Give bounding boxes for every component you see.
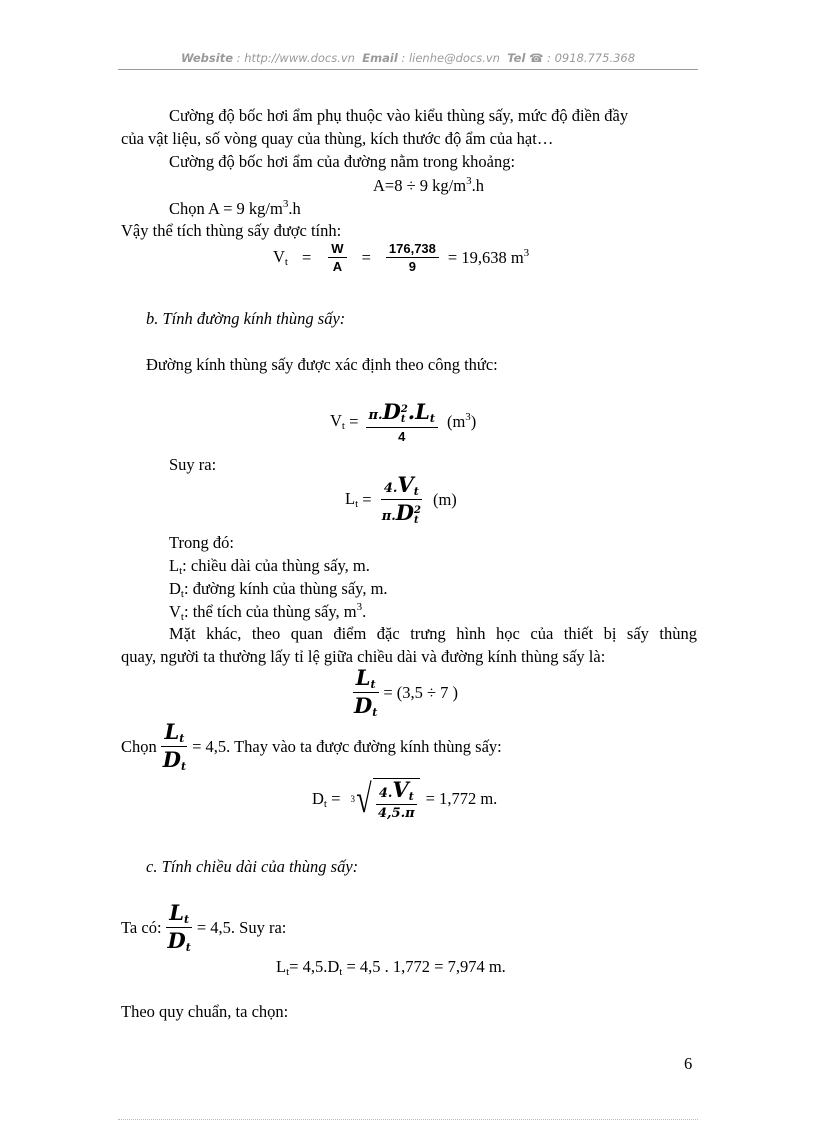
eq3-equals: = — [358, 489, 376, 509]
eq5-l: L — [276, 957, 287, 976]
eq3-lhs-sym: L — [345, 489, 356, 509]
eq2-equals: = — [344, 411, 363, 431]
where-d — [169, 579, 388, 600]
ratio-den-d: D — [354, 693, 373, 718]
eq2-d-sub: t — [400, 413, 406, 425]
cube-root-radicand — [373, 778, 420, 820]
eq4-equals: = — [326, 789, 345, 808]
eq4-v-sub: t — [408, 790, 414, 803]
eq3-d: D — [395, 500, 414, 525]
where-d-sym: D — [169, 579, 181, 598]
header-rule — [118, 69, 698, 70]
ta-co-fraction — [165, 902, 194, 953]
eq3-v: V — [397, 472, 414, 497]
choose-ratio-den — [160, 747, 189, 772]
p1-line2: của vật liệu, số vòng quay của thùng, kích thước độ ẩm của hạt… — [121, 129, 554, 148]
choose-ratio-tail: = 4,5. Thay vào ta được đường kính thùng sấy: — [192, 736, 502, 756]
ratio-formula — [348, 667, 458, 718]
email-label: Email — [362, 51, 398, 65]
eq2-l: .L — [407, 399, 430, 424]
choose-ratio — [121, 721, 502, 772]
length-result — [276, 957, 506, 978]
ratio-fraction — [351, 667, 380, 718]
choose-ratio-prefix: Chọn — [121, 736, 157, 756]
eq2-lhs-sym: V — [330, 411, 342, 431]
where-v — [169, 601, 366, 623]
eq2-lhs — [330, 411, 345, 432]
eq5-tail: = 4,5 . 1,772 = 7,974 m. — [342, 957, 506, 976]
eq4-numerator — [376, 779, 417, 805]
where-v-desc: : thể tích của thùng sấy, m — [183, 602, 357, 621]
page-number: 6 — [684, 1054, 693, 1073]
volume-equation — [273, 242, 529, 273]
eq4-den: 4,5.π — [378, 806, 415, 821]
eq1-result-text: = 19,638 m — [447, 248, 524, 267]
choose-a-sup: 3 — [282, 198, 289, 210]
section-b-heading: b. Tính đường kính thùng sấy: — [146, 309, 346, 328]
where-v-tail: . — [362, 602, 367, 621]
ta-co-den-d: D — [167, 928, 186, 953]
eq2-unit — [447, 411, 476, 432]
choose-a-tail: .h — [288, 199, 301, 218]
eq3-lhs — [345, 489, 358, 510]
choose-a — [169, 198, 301, 219]
choose-ratio-num-l: L — [164, 719, 180, 744]
where-d-sub: t — [180, 588, 184, 600]
eq1-lhs-sub: t — [284, 256, 288, 268]
volume-intro: Vậy thể tích thùng sấy được tính: — [121, 221, 342, 240]
where-l-sub: t — [179, 565, 183, 577]
ratio-den-sub: t — [372, 706, 378, 719]
ratio-num-l: L — [355, 665, 371, 690]
eq1-lhs — [273, 247, 288, 268]
where-v-sym: V — [169, 602, 181, 621]
eq4-result: = 1,772 m. — [425, 789, 498, 808]
eq4-lhs — [312, 789, 327, 810]
ta-co — [121, 902, 286, 953]
ta-co-den-sub: t — [185, 941, 191, 954]
eq3-unit: (m) — [432, 489, 457, 509]
eq5-d-sub: t — [339, 966, 343, 978]
eq1-fraction-values — [386, 242, 439, 273]
range-formula — [373, 175, 484, 196]
where-l-desc: : chiều dài của thùng sấy, m. — [182, 556, 370, 575]
eq3-fraction — [379, 474, 424, 526]
where-d-desc: : đường kính của thùng sấy, m. — [183, 579, 388, 598]
cube-root-index: 3 — [350, 794, 356, 804]
volume-cylinder-equation — [330, 401, 476, 443]
website-value: : http://www.docs.vn — [236, 51, 355, 65]
eq1-lhs-sym: V — [273, 247, 285, 266]
range-text: A=8 ÷ 9 kg/m — [373, 176, 467, 195]
eq4-lhs-sym: D — [312, 788, 324, 808]
ratio-den — [351, 693, 380, 718]
eq1-equals-1: = — [301, 247, 312, 267]
page-header — [0, 51, 816, 65]
diameter-equation — [312, 778, 497, 820]
where-v-sup: 3 — [356, 601, 363, 613]
email-value: : lienhe@docs.vn — [401, 51, 500, 65]
eq4-num-4: 4. — [378, 786, 393, 801]
ta-co-prefix: Ta có: — [121, 917, 162, 937]
ta-co-num — [166, 902, 192, 928]
eq2-unit-tail: ) — [470, 412, 477, 432]
last-line: Theo quy chuẩn, ta chọn: — [121, 1002, 289, 1021]
range-sup: 3 — [466, 175, 472, 187]
choose-ratio-den-sub: t — [180, 760, 187, 773]
radical-icon: √ — [356, 776, 372, 821]
choose-a-text: Chọn A = 9 kg/m — [169, 199, 283, 218]
ta-co-num-sub: t — [184, 913, 190, 926]
cube-root — [351, 778, 420, 820]
eq1-num1: W — [328, 242, 346, 258]
eq2-numerator — [366, 401, 438, 428]
eq2-unit-sup: 3 — [465, 411, 471, 424]
eq3-denominator — [379, 500, 424, 526]
p1-line1: Cường độ bốc hơi ẩm phụ thuộc vào kiểu thùng sấy, mức độ điền đầy — [169, 106, 629, 125]
p2-line2: quay, người ta thường lấy tỉ lệ giữa chiều dài và đường kính thùng sấy là: — [121, 647, 606, 666]
eq1-den1: A — [332, 259, 343, 274]
where-l-sym: L — [169, 556, 180, 575]
section-b-intro: Đường kính thùng sấy được xác định theo công thức: — [146, 355, 498, 374]
eq2-den: 4 — [398, 428, 406, 444]
eq4-fraction — [375, 779, 418, 820]
tel-label: Tel — [507, 51, 526, 65]
eq2-pi: π. — [368, 408, 383, 423]
eq2-l-sub: t — [429, 412, 435, 425]
eq2-fraction — [366, 401, 438, 443]
ratio-num — [353, 667, 379, 693]
eq3-lhs-sub: t — [355, 498, 359, 511]
eq1-num2: 176,738 — [386, 242, 439, 258]
eq1-den2: 9 — [408, 259, 416, 274]
eq2-lhs-sub: t — [341, 420, 345, 433]
tel-value: ☎ : 0918.775.368 — [529, 51, 636, 65]
ta-co-den — [165, 928, 194, 953]
eq4-v: V — [392, 777, 409, 802]
section-c-heading: c. Tính chiều dài của thùng sấy: — [146, 857, 359, 876]
where-v-sub: t — [180, 611, 184, 623]
choose-ratio-fraction — [160, 721, 189, 772]
eq4-lhs-sub: t — [323, 797, 327, 810]
where-l — [169, 556, 370, 577]
ta-co-tail: = 4,5. Suy ra: — [196, 917, 287, 937]
suy-ra-1: Suy ra: — [169, 455, 217, 474]
where-title: Trong đó: — [169, 533, 234, 552]
eq3-numerator — [381, 474, 422, 500]
footer-rule — [118, 1119, 698, 1120]
ratio-range: = (3,5 ÷ 7 ) — [383, 682, 459, 702]
eq2-unit-text: (m — [446, 412, 466, 432]
eq5-l-sub: t — [286, 966, 290, 978]
eq5-middle: = 4,5.D — [289, 957, 340, 976]
ratio-num-sub: t — [370, 678, 376, 691]
choose-ratio-den-d: D — [162, 747, 181, 772]
website-label: Website — [180, 51, 234, 65]
p2-line1: Mặt khác, theo quan điểm đặc trưng hình học của thiết bị sấy thùng — [169, 624, 697, 643]
eq1-result — [448, 247, 529, 268]
eq3-v-sub: t — [413, 485, 419, 498]
eq1-equals-2: = — [361, 247, 371, 267]
eq2-d-sup: 2 — [400, 403, 408, 415]
eq3-d-sub: t — [413, 514, 419, 526]
eq3-num-4: 4. — [383, 481, 398, 496]
choose-ratio-num — [161, 721, 187, 747]
eq1-result-sup: 3 — [523, 247, 530, 259]
range-tail: .h — [471, 176, 484, 195]
eq3-pi: π. — [381, 509, 396, 524]
eq1-fraction-wa — [328, 242, 346, 273]
p1-line3: Cường độ bốc hơi ẩm của đường nằm trong khoảng: — [169, 152, 516, 171]
eq3-d-sup: 2 — [413, 504, 421, 516]
length-equation — [345, 474, 457, 526]
ta-co-num-l: L — [169, 900, 185, 925]
choose-ratio-num-sub: t — [179, 732, 185, 745]
eq2-d: D — [382, 399, 401, 424]
